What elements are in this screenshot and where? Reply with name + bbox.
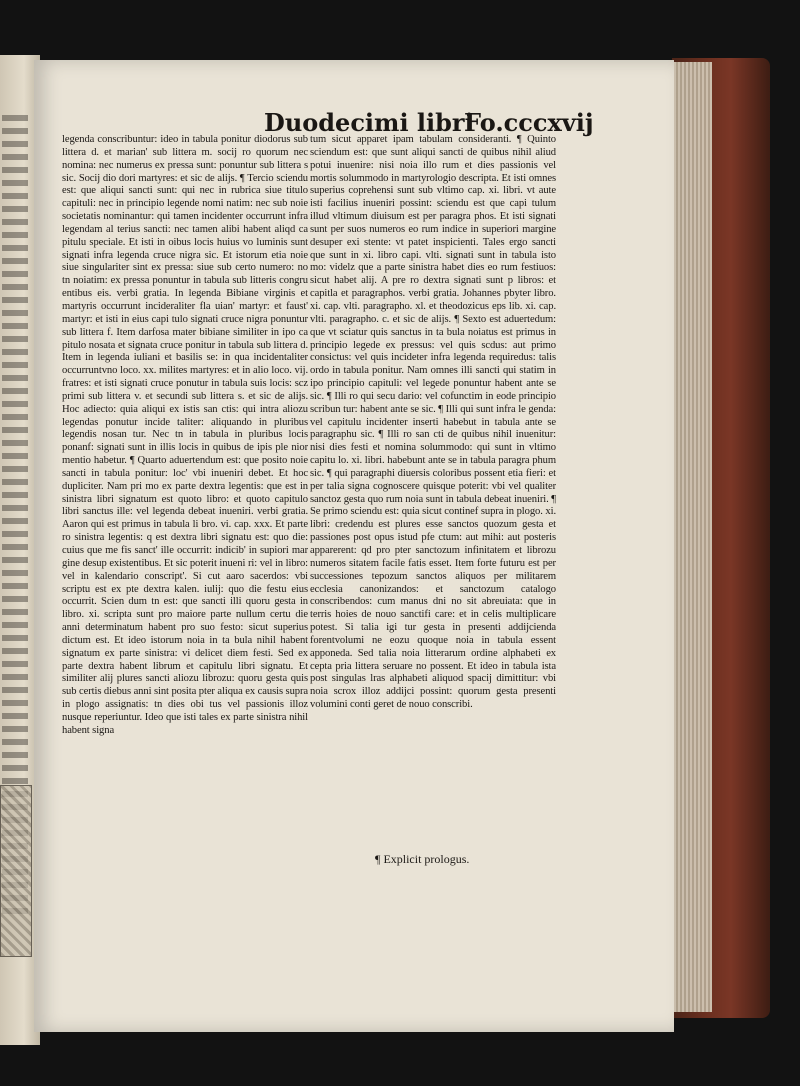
right-column-text: tum sicut apparet ipam tabulam consideranti. ¶ Quinto sciendum est: que sunt aliqui sancti de quibus nihil aliud potui inuenire: nisi noia illo rum et dies passionis vel mortis solummodo in martyrologio descripta. Et isti omnes superius coprehensi sunt sub vltimo cap. xi. libri. vt aute isti facilius inueniri possint: sciendu est que capi tulum illud vltimum diuisum est per paragra phos. Et isti signati sunt per suos numeros eo rum indice in superiori margine desuper exi stente: vt patet inspicienti. Tales ergo sancti que sunt in xi. libro capi. vlti. signati sunt in tabula isto mo: videlz que a parte sinistra habet dies eo rum festiuos: sicut habet alij. A pre ro dextra signati sunt p libros: et capitla et paragraphos. verbi gratia. Johannes pbyter libro. xi. cap. vlti. paragrapho. xl. et theodozicus eps lib. xi. cap. vlti. paragrapho. c. et sic de alijs. ¶ Sexto est aduertedum: que vt sciatur quis sanctus in ta bula noiatus est primus in principio legede ex pressus: vel quis scdus: aut primo consictus: vel quis incideter infra legenda requiredus: talis ordo in tabula ponitur. Nam omnes illi sancti qui statim in ipo principio capituli: vel legede ponuntur habent ante se sic. ¶ Illi ro qui secu dario: vel cofunctim in eode principio scribun tur: habent ante se sic. ¶ Illi qui sunt infra le genda: vel capitulu incidenter inserti habebut in tabula ante se paragraphu sic. ¶ Illi ro san cti de quibus nihil inuenitur: nisi dies festi et nomina solummodo: qui sunt in vltimo capitu lo. xi. libri. habebunt ante se in tabula paragra phum sic. ¶ qui paragraphi diuersis coloribus possent etia fieri: et per talia signa cognoscere quisque poterit: vbi vel qualiter sanctoz gesta quo rum noia sunt in tabula debeat inueniri. ¶ Se primo sciendu est: quia sicut continef supra in plogo. xi. libri: credendu est plures esse sanctos quozum gesta et passiones post opus istud pfe ctum: aut mihi: aut posteris apparerent: qd pro pter sanctozum infinitatem et librozu numeros sitatem facile fatis esset. Item forte futuru est per successiones tepozum sanctos aliquos per militarem ecclesia canonizandos: et sanctozum catalogo conscribendos: cum manus dni no sit abreuiata: que in terris hoies de nouo sanctifi care: et in celis multiplicare potest. Si talia igi tur gesta in presenti addijcienda forentvolumi ne eozu quoque noia in tabula essent apponeda. Sed talia noia litterarum ordine alphabeti ex cepta pria littera seruare no possent. Et ideo in tabula ista post singulas lras alphabeti aliquod spacij dimittitur: vbi noia scrox illoz addijci possint: quorum gesta presenti volumini conti geret de nouo conscribi. (310, 134, 556, 711)
explicit-prologus: ¶ Explicit prologus. (375, 852, 470, 866)
running-head: Duodecimi libri (264, 108, 474, 137)
facing-page-woodcut (0, 785, 32, 957)
text-column-right (310, 134, 556, 874)
fore-edge (668, 62, 712, 1012)
folio-number: Fo.cccxvij (464, 108, 594, 137)
left-column-text: legenda conscribuntur: ideo in tabula ponitur diodorus sub littera d. et marian' sub littera m. socij ro quorum nec nomina: nec numerus ex pressa sunt: ponuntur sub littera s sic. Socij dio dori martyres: et sic de alijs. ¶ Tercio sciendu est: que aliqui sancti sunt: qui nec in rubrica siue titulo capituli: nec in principio legende nomi natim: nec sub noie societatis nominantur: qui tamen incidenter occurrunt infra legendam al terius sancti: nec tamen alibi habent aliqd ca pitulu speciale. Et isti in oibus locis huius vo luminis sunt signati infra legenda cruce nigra sic. Et istorum etia noie siue singulariter sint ex pressa: siue sub certo numero: no tn noiatim: ex pressa ponuntur in tabula sub litteris congru entibus eis. verbi gratia. In legenda Bibiane virginis et martyris occurrunt incideraliter fla uian' martyr: et faust' martyr: et isti in eius capi tulo signati cruce nigra ponuntur sub littera f. Item darfosa mater bibiane similiter in ipo ca pitulo nosata et signata cruce ponitur in tabula sub littera d. Item in legenda iuliani et basilis se: in qua incidentaliter occurruntvno loco. xx. milites martyres: et in alio loco. vij. fratres: et isti signati cruce ponutur in tabula suis locis: scz primi sub littera v. et secundi sub littera s. et sic de alijs. Hoc adiecto: quia aliqui ex istis san ctis: qui intra aliozu legendas ponutur incide taliter: aliquando in pluribus legendis nosan tur. Nec tn in tabula in pluribus locis ponanf: signati sunt in illis locis in quibus de ipis ple nior mentio habetur. ¶ Quarto aduertendum est: que posito noie sancti in tabula ponitur: loc' vbi inueniri debet. Et hoc dupliciter. Nam pri mo ex parte dextra legentis: que est in sinistra libri signatum est quoto libro: et quoto capitulo libri sanctus ille: vel legenda debeat inueniri. verbi gratia. Aaron qui est primus in tabula li bro. vi. cap. xxx. Et parte ro sinistra legentis: q est dextra libri signatu est: quo die: cuius que me fis sanct' ille occurrit: indicib' in supiori mar gine desup existentibus. Et sic poterit inueni ri: vel in libro: vel in kalendario conscript'. Si cut aaro sacerdos: vbi scriptu est ex pte dextra kalen. iulij: quo die festu eius occurrit. Scien dum tn est: que sancti illi quoru gesta in libro. xi. scripta sunt pro maiore parte nullum certu die anni determinatum habent pro suo festo: sicut superius dictum est. Et ideo istorum noia in ta bula nihil habent signatum ex parte sinistra: vi delicet diem festi. Sed ex parte dextra habent librum et capitulu libri signatu. Et similiter alij plures sancti aliozu librozu: quoru gesta quis sub certis diebus anni sint posita pter aliqua ex causis supra in plogo assignatis: tn dies obi tus vel passionis illoz nusque reperiuntur. Ideo que isti tales ex parte sinistra nihil habent signa (62, 134, 308, 736)
text-column-left (62, 134, 308, 874)
